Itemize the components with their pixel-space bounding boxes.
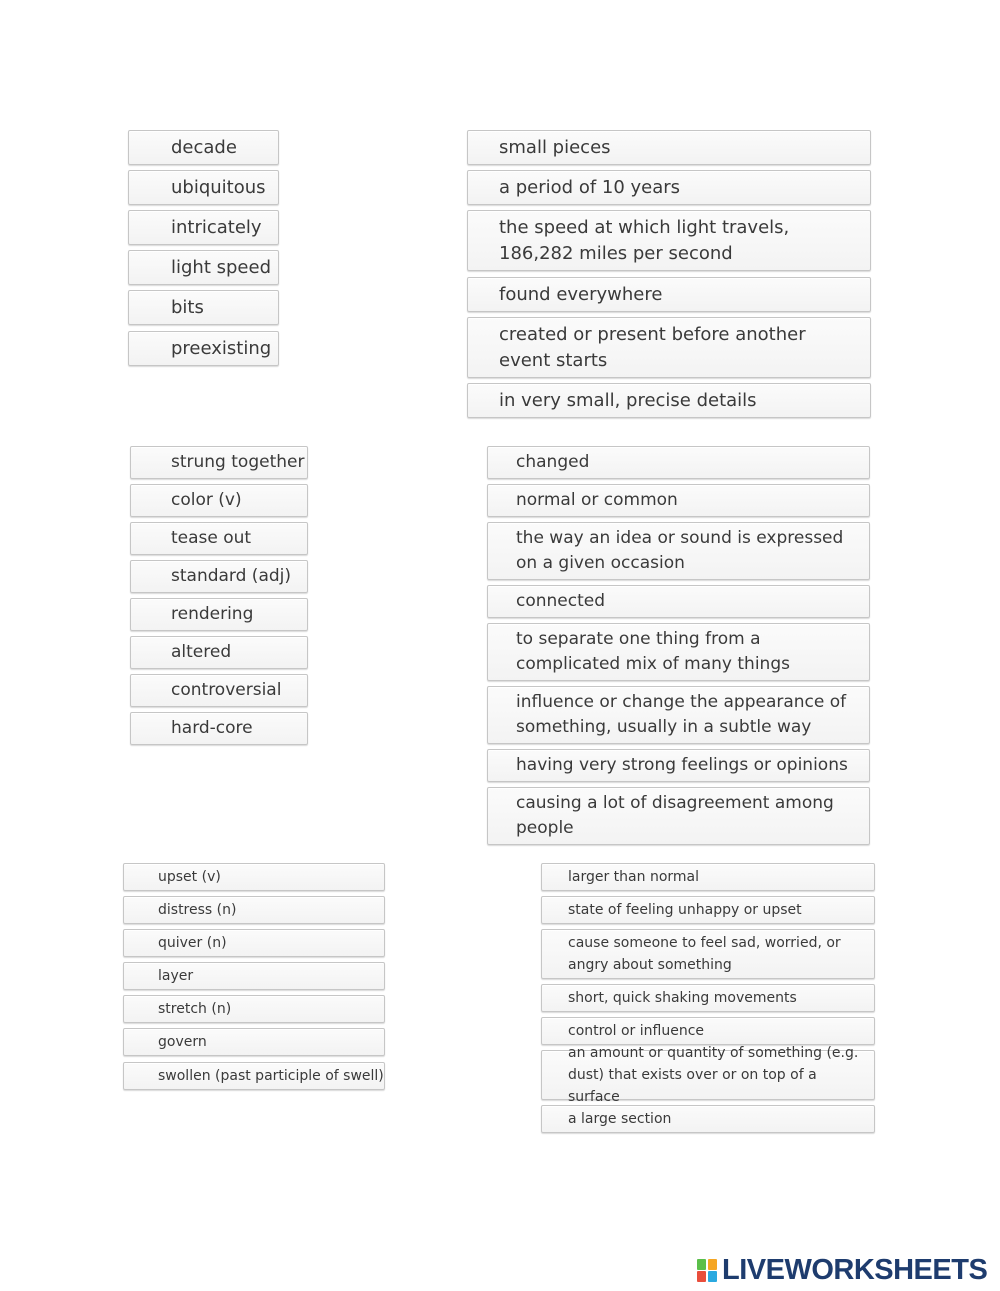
definition-box[interactable] xyxy=(467,383,871,418)
definition-box[interactable] xyxy=(541,863,875,891)
term-text: swollen (past participle of swell) xyxy=(158,1068,384,1084)
definition-text: state of feeling unhappy or upset xyxy=(568,902,802,918)
term-box[interactable] xyxy=(123,995,385,1023)
definition-box[interactable] xyxy=(467,277,871,312)
definition-box[interactable] xyxy=(541,896,875,924)
term-text: hard-core xyxy=(171,718,253,738)
term-text: altered xyxy=(171,642,232,662)
term-text: standard (adj) xyxy=(171,566,292,586)
term-box[interactable] xyxy=(123,863,385,891)
term-box[interactable] xyxy=(130,522,308,555)
term-box[interactable] xyxy=(123,1028,385,1056)
term-box[interactable] xyxy=(130,712,308,745)
definition-text: normal or common xyxy=(516,490,678,510)
term-box[interactable] xyxy=(130,674,308,707)
term-box[interactable] xyxy=(128,210,279,245)
definition-box[interactable] xyxy=(487,686,870,744)
definition-text: the speed at which light travels, 186,282 miles per second xyxy=(499,216,790,264)
definition-box[interactable] xyxy=(467,210,871,271)
term-text: govern xyxy=(158,1034,207,1050)
definition-box[interactable] xyxy=(541,1105,875,1133)
term-text: intricately xyxy=(171,216,262,238)
term-text: light speed xyxy=(171,256,271,278)
definition-text: in very small, precise details xyxy=(499,389,757,411)
term-box[interactable] xyxy=(128,170,279,205)
term-box[interactable] xyxy=(130,636,308,669)
term-box[interactable] xyxy=(128,290,279,325)
logo-text: LIVEWORKSHEETS xyxy=(722,1253,988,1286)
term-box[interactable] xyxy=(123,929,385,957)
term-text: controversial xyxy=(171,680,282,700)
term-box[interactable] xyxy=(128,130,279,165)
definition-text: having very strong feelings or opinions xyxy=(516,755,848,775)
definition-text: found everywhere xyxy=(499,283,663,305)
definition-text: connected xyxy=(516,591,606,611)
definition-text: a period of 10 years xyxy=(499,176,681,198)
definition-box[interactable] xyxy=(467,317,871,378)
definition-text: a large section xyxy=(568,1111,672,1127)
term-text: tease out xyxy=(171,528,252,548)
term-text: stretch (n) xyxy=(158,1001,232,1017)
term-text: color (v) xyxy=(171,490,242,510)
term-text: strung together xyxy=(171,452,305,472)
definition-text: to separate one thing from a complicated mix of many things xyxy=(516,629,790,674)
term-text: distress (n) xyxy=(158,902,237,918)
definition-box[interactable] xyxy=(487,446,870,479)
term-box[interactable] xyxy=(130,598,308,631)
term-box[interactable] xyxy=(123,1062,385,1090)
term-text: ubiquitous xyxy=(171,176,266,198)
term-text: bits xyxy=(171,296,204,318)
term-box[interactable] xyxy=(130,560,308,593)
term-text: quiver (n) xyxy=(158,935,227,951)
definition-text: larger than normal xyxy=(568,869,700,885)
blocks-icon xyxy=(697,1257,719,1283)
definition-box[interactable] xyxy=(487,484,870,517)
definition-box[interactable] xyxy=(487,623,870,681)
definition-box[interactable] xyxy=(541,929,875,979)
definition-box[interactable] xyxy=(487,522,870,580)
definition-text: the way an idea or sound is expressed on a given occasion xyxy=(516,528,844,573)
definition-text: control or influence xyxy=(568,1023,705,1039)
term-box[interactable] xyxy=(123,896,385,924)
definition-box[interactable] xyxy=(467,130,871,165)
term-box[interactable] xyxy=(128,331,279,366)
definition-box[interactable] xyxy=(541,984,875,1012)
definition-text: small pieces xyxy=(499,136,611,158)
definition-text: cause someone to feel sad, worried, or angry about something xyxy=(568,935,841,973)
definition-box[interactable] xyxy=(541,1045,875,1105)
term-text: layer xyxy=(158,968,194,984)
definition-box[interactable] xyxy=(487,787,870,845)
term-text: rendering xyxy=(171,604,254,624)
term-text: upset (v) xyxy=(158,869,221,885)
definition-box[interactable] xyxy=(487,585,870,618)
definition-text: short, quick shaking movements xyxy=(568,990,797,1006)
definition-text: causing a lot of disagreement among people xyxy=(516,793,834,838)
term-text: decade xyxy=(171,136,237,158)
definition-text: changed xyxy=(516,452,590,472)
definition-box[interactable] xyxy=(467,170,871,205)
term-box[interactable] xyxy=(123,962,385,990)
definition-text: created or present before another event starts xyxy=(499,323,806,371)
liveworksheets-logo xyxy=(697,1254,987,1286)
definition-box[interactable] xyxy=(541,1017,875,1045)
term-box[interactable] xyxy=(128,250,279,285)
definition-box[interactable] xyxy=(487,749,870,782)
term-text: preexisting xyxy=(171,337,272,359)
term-box[interactable] xyxy=(130,446,308,479)
definition-text: an amount or quantity of something (e.g. dust) that exists over or on top of a surface xyxy=(568,1045,859,1105)
term-box[interactable] xyxy=(130,484,308,517)
definition-text: influence or change the appearance of something, usually in a subtle way xyxy=(516,692,847,737)
